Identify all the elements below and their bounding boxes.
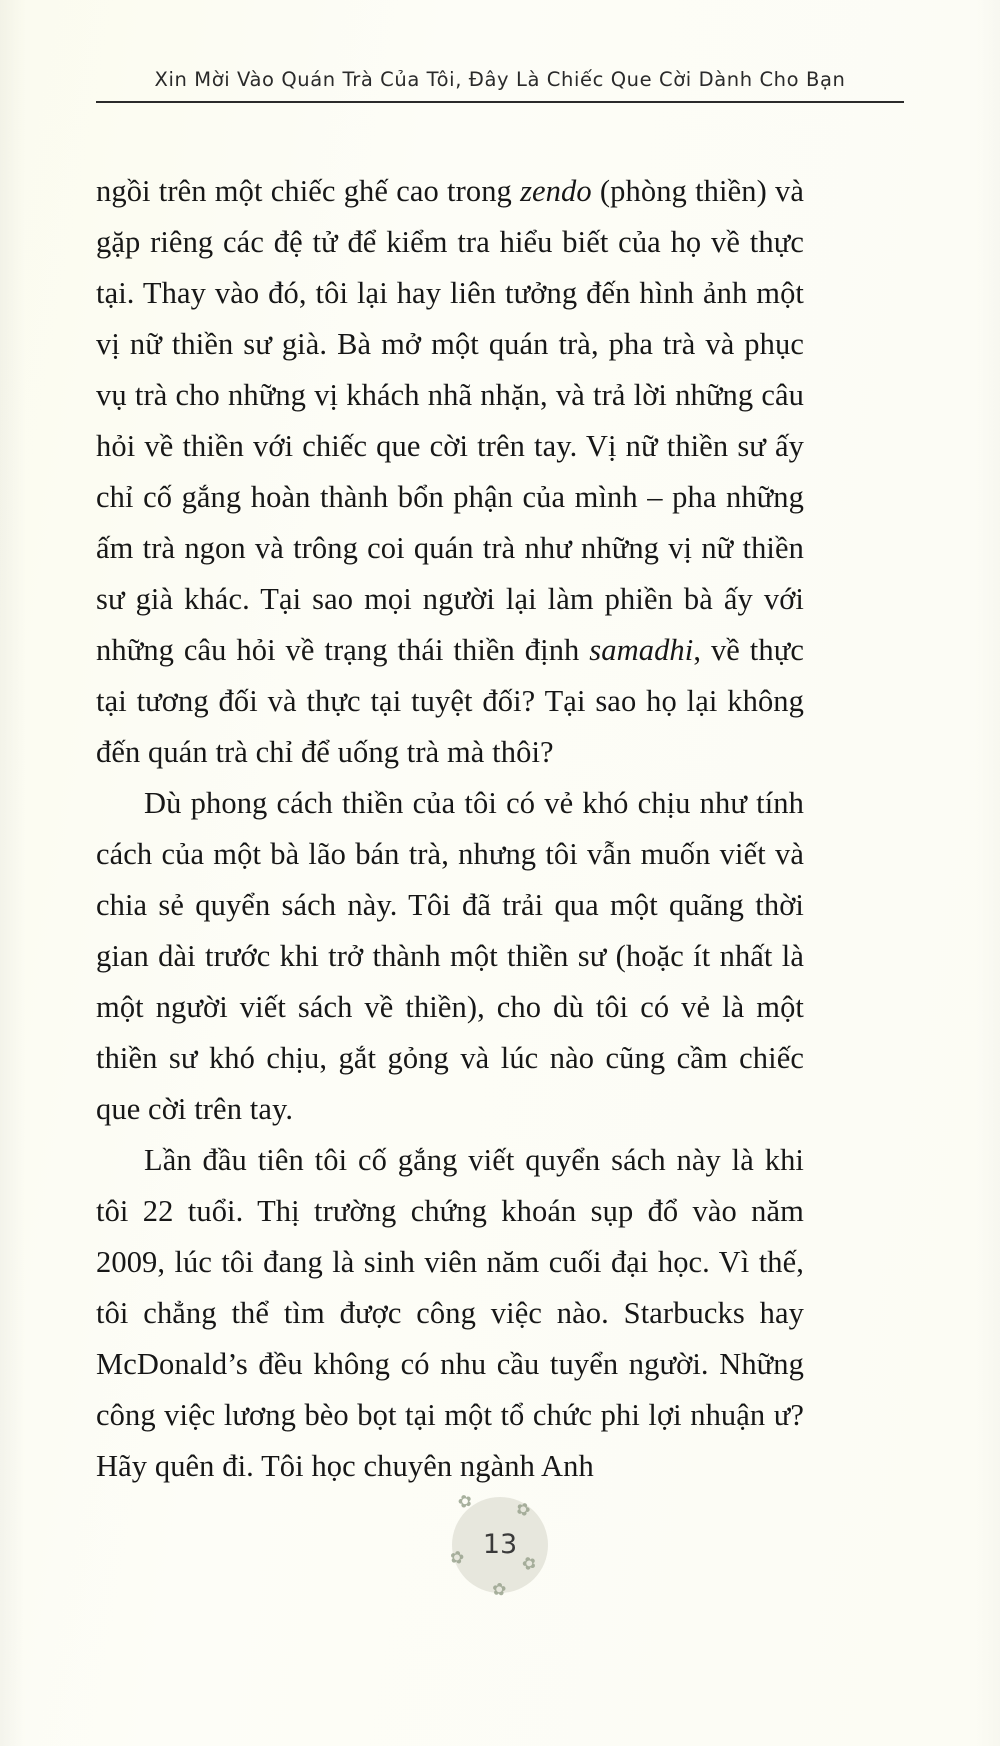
- page-number: 13: [482, 1529, 518, 1560]
- page-edge-shadow-left: [0, 0, 26, 1746]
- leaf-sprig-icon: ✿: [445, 1546, 469, 1569]
- leaf-sprig-icon: ✿: [455, 1490, 475, 1513]
- page-edge-shadow-right: [974, 0, 1000, 1746]
- body-text-column: [96, 166, 804, 1492]
- italic-term: samadhi: [589, 633, 694, 667]
- running-head-rule: [96, 101, 904, 103]
- paragraph: Dù phong cách thiền của tôi có vẻ khó chịu như tính cách của một bà lão bán trà, nhưng tôi vẫn muốn viết và chia sẻ quyển sách này. Tôi đã trải qua một quãng thời gian dài trước khi trở thành một thiền sư (hoặc ít nhất là một người viết sách về thiền), cho dù tôi có vẻ là một thiền sư khó chịu, gắt gỏng và lúc nào cũng cầm chiếc que cời trên tay.: [96, 786, 804, 1126]
- running-head-text: Xin Mời Vào Quán Trà Của Tôi, Đây Là Chiếc Que Cời Dành Cho Bạn: [154, 68, 846, 91]
- paragraph: Lần đầu tiên tôi cố gắng viết quyển sách này là khi tôi 22 tuổi. Thị trường chứng khoán sụp đổ vào năm 2009, lúc tôi đang là sinh viên năm cuối đại học. Vì thế, tôi chẳng thể tìm được công việc nào. Starbucks hay McDonald’s đều không có nhu cầu tuyển người. Những công việc lương bèo bọt tại một tổ chức phi lợi nhuận ư? Hãy quên đi. Tôi học chuyên ngành Anh: [96, 1143, 804, 1483]
- folio: [0, 1490, 1000, 1600]
- running-head: [96, 68, 904, 103]
- italic-term: zendo: [520, 174, 592, 208]
- paragraph: ngồi trên một chiếc ghế cao trong zendo (phòng thiền) và gặp riêng các đệ tử để kiểm tra hiểu biết của họ về thực tại. Thay vào đó, tôi lại hay liên tưởng đến hình ảnh một vị nữ thiền sư già. Bà mở một quán trà, pha trà và phục vụ trà cho những vị khách nhã nhặn, và trả lời những câu hỏi về thiền với chiếc que cời trên tay. Vị nữ thiền sư ấy chỉ cố gắng hoàn thành bổn phận của mình – pha những ấm trà ngon và trông coi quán trà như những vị nữ thiền sư già khác. Tại sao mọi người lại làm phiền bà ấy với những câu hỏi về trạng thái thiền định samadhi, về thực tại tương đối và thực tại tuyệt đối? Tại sao họ lại không đến quán trà chỉ để uống trà mà thôi?: [96, 174, 804, 769]
- folio-ornament: [445, 1490, 548, 1600]
- leaf-sprig-icon: ✿: [491, 1579, 508, 1600]
- leaf-sprig-icon: ✿: [517, 1552, 541, 1575]
- leaf-sprig-icon: ✿: [512, 1498, 534, 1521]
